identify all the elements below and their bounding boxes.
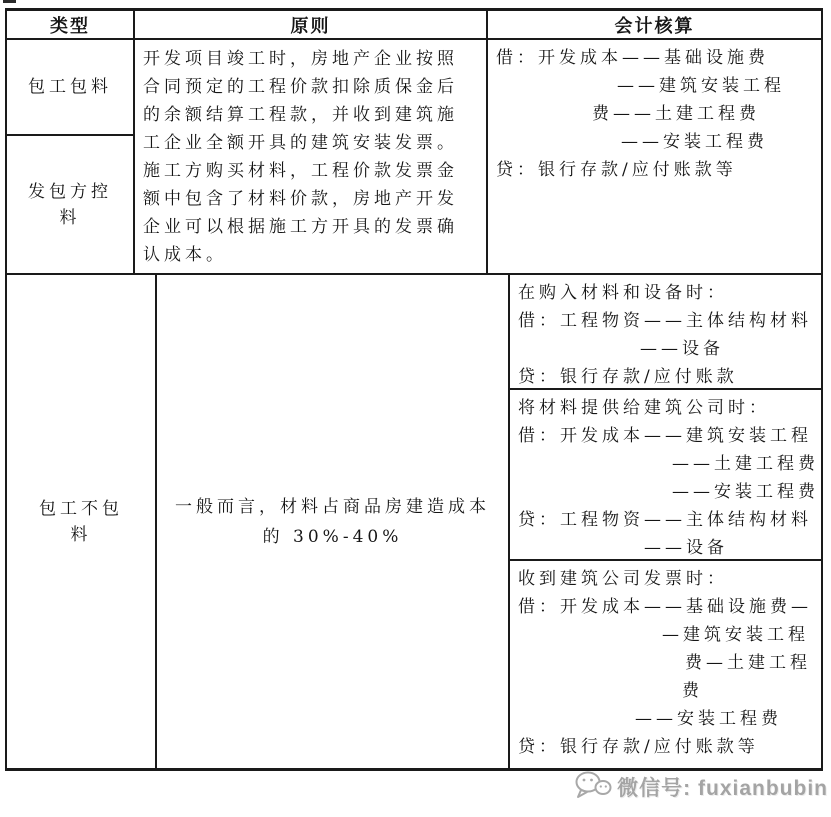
accounting-column-group2 — [510, 275, 821, 768]
journal-entry-line: 费 — [682, 681, 703, 701]
journal-entry-line: 贷：工程物资——主体结构材料 — [518, 510, 812, 530]
accounting-table — [5, 8, 823, 771]
type-label: 包工不包料 — [39, 498, 123, 545]
type-cell-contract-with-materials — [7, 40, 133, 136]
principle-line: 工企业全额开具的建筑安装发票。 — [143, 133, 458, 153]
principle-line: 施工方购买材料，工程价款发票金 — [143, 161, 458, 181]
accounting-subcell-purchase — [510, 275, 821, 390]
principle-line: 额中包含了材料价款，房地产开发 — [143, 189, 458, 209]
journal-entry-line: 借：开发成本——建筑安装工程 — [518, 426, 812, 446]
type-column-group1 — [7, 40, 135, 273]
journal-entry-line: 贷：银行存款/应付账款等 — [518, 737, 759, 757]
journal-entry-line: 贷：银行存款/应付账款等 — [496, 160, 737, 180]
wechat-icon — [574, 770, 612, 804]
principle-line: 一般而言，材料占商品房建造成本 — [175, 496, 490, 517]
principle-line: 认成本。 — [143, 245, 227, 265]
principle-line: 合同预定的工程价款扣除质保金后 — [143, 77, 458, 97]
journal-entry-line: 贷：银行存款/应付账款 — [518, 367, 738, 387]
journal-entry-line: ——设备 — [640, 339, 724, 359]
type-label: 发包方控料 — [28, 181, 112, 228]
type-cell-owner-controlled-materials — [7, 136, 133, 273]
accounting-cell-group1 — [488, 40, 821, 273]
journal-entry-line: —建筑安装工程 — [662, 625, 809, 645]
table-row-group2 — [7, 275, 821, 768]
journal-entry-line: 收到建筑公司发票时： — [518, 569, 728, 589]
journal-entry-line: ——安装工程费 — [635, 709, 782, 729]
crop-artifact-mark — [3, 0, 16, 3]
type-label: 包工包料 — [28, 77, 112, 97]
header-type: 类型 — [7, 11, 135, 38]
journal-entry-line: 在购入材料和设备时： — [518, 283, 728, 303]
accounting-subcell-invoice-received — [510, 561, 821, 768]
header-accounting: 会计核算 — [614, 15, 695, 37]
principle-line: 企业可以根据施工方开具的发票确 — [143, 217, 458, 237]
principle-line: 开发项目竣工时，房地产企业按照 — [143, 49, 458, 69]
journal-entry-line: ——土建工程费 — [672, 454, 819, 474]
journal-entry-line: 费—土建工程 — [685, 653, 811, 673]
type-cell-contract-without-materials — [7, 275, 157, 768]
journal-entry-line: ——安装工程费 — [621, 132, 768, 152]
journal-entry-line: ——设备 — [644, 538, 728, 558]
journal-entry-line: ——建筑安装工程 — [617, 76, 785, 96]
journal-entry-line: 将材料提供给建筑公司时： — [518, 398, 770, 418]
table-header-row — [7, 11, 821, 40]
journal-entry-line: 借：工程物资——主体结构材料 — [518, 311, 812, 331]
watermark-label: 微信号: fuxianbubin — [617, 777, 828, 800]
journal-entry-line: ——安装工程费 — [672, 482, 819, 502]
principle-line: 的 30%-40% — [262, 526, 403, 547]
table-row-group1 — [7, 40, 821, 275]
principle-cell-group1 — [135, 40, 488, 273]
principle-line: 的余额结算工程款，并收到建筑施 — [143, 105, 458, 125]
journal-entry-line: 借：开发成本——基础设施费 — [496, 48, 769, 68]
header-principle: 原则 — [135, 11, 488, 38]
journal-entry-line: 借：开发成本——基础设施费— — [518, 597, 812, 617]
watermark — [574, 771, 828, 803]
principle-cell-group2 — [157, 275, 510, 768]
accounting-subcell-provide-materials — [510, 390, 821, 561]
journal-entry-line: 费——土建工程费 — [592, 104, 760, 124]
